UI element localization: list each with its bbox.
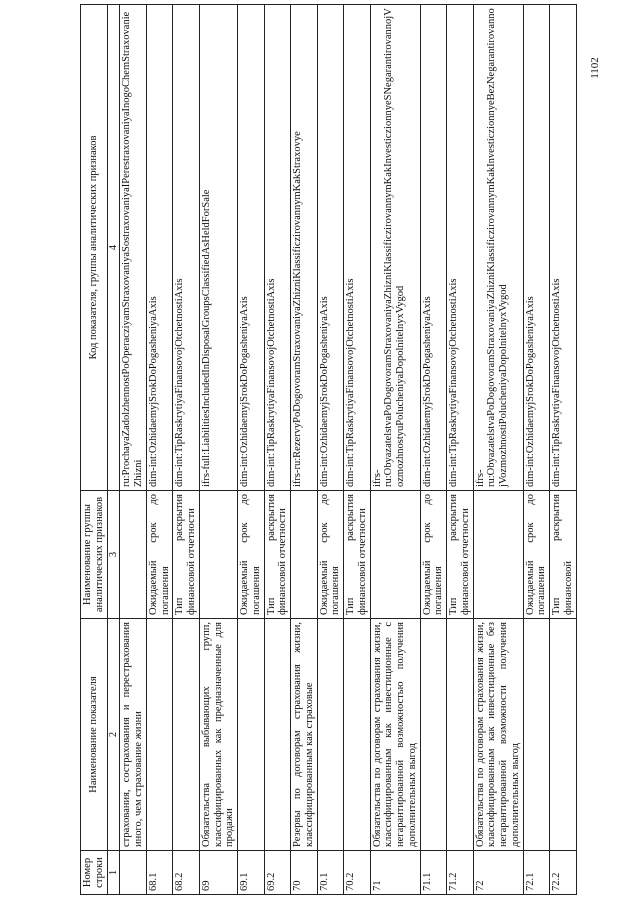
indicator-code-cell: dim-int:OzhidaemyjSrokDoPogasheniyaAxis bbox=[317, 5, 344, 491]
row-number-cell: 72 bbox=[473, 851, 523, 895]
group-name-cell: Тип раскрытия финансовой отчетности bbox=[173, 491, 200, 619]
indicator-name-cell: Обязательства по договорам страхования жизни, классифицированным как инвестиционные с негарантированной возможностью получения дополнительных выгод bbox=[370, 619, 420, 851]
header-row-number: Номер строки bbox=[81, 851, 108, 895]
indicator-code-cell: ifrs-ru:ObyazatelstvaPoDogovoramStraxovaniyaZhizniKlassificzirovannymKakInvesticzionnyeBezNegarantirovannojVozmozhnostiPolucheniyaDopolnitelnyxVygod bbox=[473, 5, 523, 491]
table-row bbox=[523, 5, 550, 895]
group-name-cell: Тип раскрытия финансовой отчетности bbox=[344, 491, 371, 619]
indicator-table bbox=[80, 4, 577, 895]
table-header-row bbox=[81, 5, 108, 895]
indicator-code-cell: dim-int:OzhidaemyjSrokDoPogasheniyaAxis bbox=[420, 5, 447, 491]
indicator-code-cell: dim-int:TipRaskrytiyaFinansovojOtchetnostiAxis bbox=[550, 5, 577, 491]
indicator-code-cell: ifrs-ru:RezervyPoDogovoramStraxovaniyaZhizniKlassificzirovannymKakStraxovye bbox=[291, 5, 318, 491]
indicator-name-cell: страхования, сострахования и перестрахования иного, чем страхование жизни bbox=[120, 619, 147, 851]
indicator-name-cell: Резервы по договорам страхования жизни, классифицированным как страховые bbox=[291, 619, 318, 851]
indicator-code-cell: dim-int:OzhidaemyjSrokDoPogasheniyaAxis bbox=[523, 5, 550, 491]
table-row bbox=[264, 5, 291, 895]
column-number: 4 bbox=[107, 5, 120, 491]
indicator-name-cell bbox=[550, 619, 577, 851]
indicator-code-cell: dim-int:TipRaskrytiyaFinansovojOtchetnostiAxis bbox=[447, 5, 474, 491]
indicator-name-cell bbox=[317, 619, 344, 851]
group-name-cell bbox=[120, 491, 147, 619]
table-row bbox=[291, 5, 318, 895]
group-name-cell bbox=[291, 491, 318, 619]
indicator-code-cell: dim-int:OzhidaemyjSrokDoPogasheniyaAxis bbox=[146, 5, 173, 491]
table-row bbox=[344, 5, 371, 895]
indicator-code-cell: dim-int:TipRaskrytiyaFinansovojOtchetnostiAxis bbox=[344, 5, 371, 491]
table-row bbox=[199, 5, 237, 895]
indicator-code-cell: dim-int:TipRaskrytiyaFinansovojOtchetnostiAxis bbox=[173, 5, 200, 491]
table-row bbox=[550, 5, 577, 895]
table-row bbox=[238, 5, 265, 895]
indicator-name-cell bbox=[238, 619, 265, 851]
table-row bbox=[146, 5, 173, 895]
indicator-code-cell: dim-int:OzhidaemyjSrokDoPogasheniyaAxis bbox=[238, 5, 265, 491]
group-name-cell bbox=[473, 491, 523, 619]
indicator-name-cell bbox=[344, 619, 371, 851]
rotated-table-container bbox=[80, 5, 590, 895]
table-row bbox=[420, 5, 447, 895]
row-number-cell: 68.2 bbox=[173, 851, 200, 895]
group-name-cell: Ожидаемый срок до погашения bbox=[420, 491, 447, 619]
row-number-cell: 70 bbox=[291, 851, 318, 895]
group-name-cell bbox=[370, 491, 420, 619]
row-number-cell: 72.1 bbox=[523, 851, 550, 895]
indicator-name-cell bbox=[420, 619, 447, 851]
group-name-cell: Ожидаемый срок до погашения bbox=[523, 491, 550, 619]
row-number-cell: 69.2 bbox=[264, 851, 291, 895]
indicator-code-cell: ru:ProchayaZadolzhennostPoOperacziyamStraxovaniyaSostraxovaniyaIPerestraxovaniyaInogoChemStraxovanieZhizni bbox=[120, 5, 147, 491]
header-indicator-name: Наименование показателя bbox=[81, 619, 108, 851]
indicator-name-cell: Обязательства выбывающих групп, классифицированных как предназначенные для продажи bbox=[199, 619, 237, 851]
table-row bbox=[473, 5, 523, 895]
row-number-cell: 71 bbox=[370, 851, 420, 895]
row-number-cell: 69 bbox=[199, 851, 237, 895]
group-name-cell: Ожидаемый срок до погашения bbox=[317, 491, 344, 619]
page-number: 1102 bbox=[588, 57, 601, 79]
group-name-cell: Тип раскрытия финансовой отчетности bbox=[264, 491, 291, 619]
table-row bbox=[370, 5, 420, 895]
table-row bbox=[173, 5, 200, 895]
header-group-name: Наименование группы аналитических признаков bbox=[81, 491, 108, 619]
column-number: 1 bbox=[107, 851, 120, 895]
group-name-cell: Ожидаемый срок до погашения bbox=[146, 491, 173, 619]
indicator-name-cell bbox=[447, 619, 474, 851]
indicator-name-cell bbox=[523, 619, 550, 851]
group-name-cell bbox=[199, 491, 237, 619]
row-number-cell: 72.2 bbox=[550, 851, 577, 895]
header-indicator-code: Код показателя, группы аналитических признаков bbox=[81, 5, 108, 491]
row-number-cell: 69.1 bbox=[238, 851, 265, 895]
row-number-cell bbox=[120, 851, 147, 895]
row-number-cell: 70.1 bbox=[317, 851, 344, 895]
row-number-cell: 70.2 bbox=[344, 851, 371, 895]
indicator-name-cell bbox=[146, 619, 173, 851]
indicator-code-cell: ifrs-full:LiabilitiesIncludedInDisposalGroupsClassifiedAsHeldForSale bbox=[199, 5, 237, 491]
group-name-cell: Ожидаемый срок до погашения bbox=[238, 491, 265, 619]
table-body bbox=[120, 5, 576, 895]
row-number-cell: 71.2 bbox=[447, 851, 474, 895]
column-number-row bbox=[107, 5, 120, 895]
indicator-code-cell: dim-int:TipRaskrytiyaFinansovojOtchetnostiAxis bbox=[264, 5, 291, 491]
row-number-cell: 68.1 bbox=[146, 851, 173, 895]
indicator-name-cell: Обязательства по договорам страхования жизни, классифицированным как инвестиционные без негарантированной возможности получения дополнительных выгод bbox=[473, 619, 523, 851]
row-number-cell: 71.1 bbox=[420, 851, 447, 895]
indicator-name-cell bbox=[173, 619, 200, 851]
table-row bbox=[447, 5, 474, 895]
indicator-code-cell: ifrs-ru:ObyazatelstvaPoDogovoramStraxovaniyaZhizniKlassificzirovannymKakInvesticzionnyeSNegarantirovannojVozmozhnostyuPolucheniyaDopolnitelnyxVygod bbox=[370, 5, 420, 491]
table-row bbox=[120, 5, 147, 895]
column-number: 3 bbox=[107, 491, 120, 619]
indicator-name-cell bbox=[264, 619, 291, 851]
group-name-cell: Тип раскрытия финансовой bbox=[550, 491, 577, 619]
group-name-cell: Тип раскрытия финансовой отчетности bbox=[447, 491, 474, 619]
table-row bbox=[317, 5, 344, 895]
column-number: 2 bbox=[107, 619, 120, 851]
